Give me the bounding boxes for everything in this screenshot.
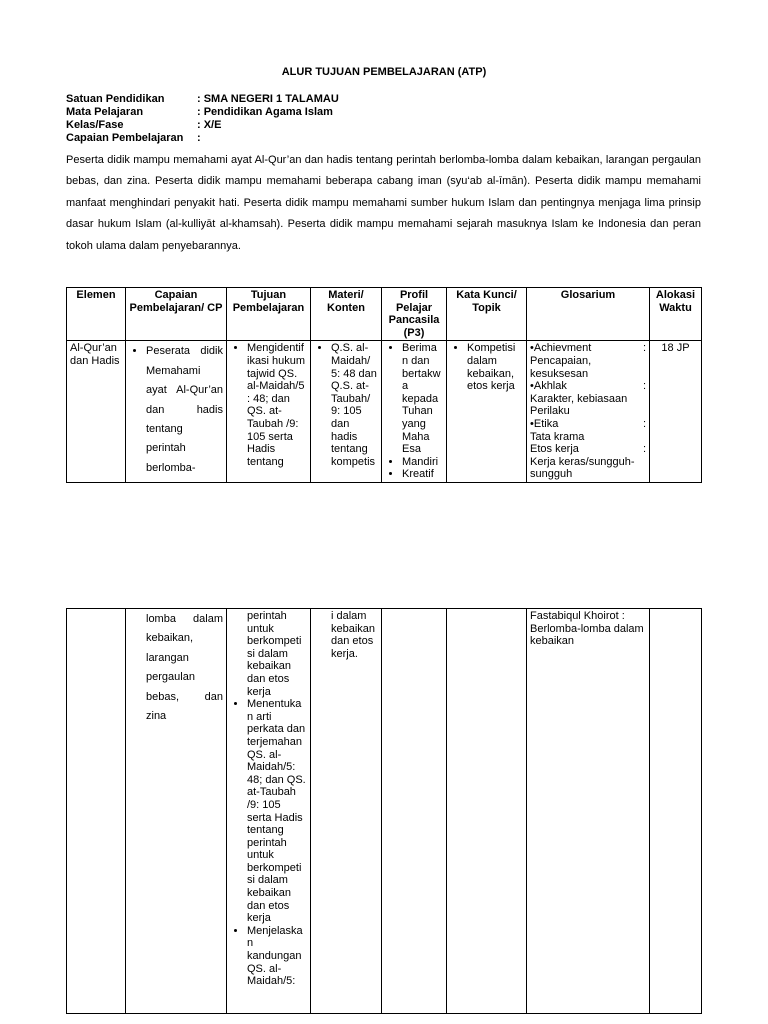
identity-block (66, 93, 339, 145)
header-materi: Materi/ Konten (311, 288, 382, 341)
cp-continued: lomba dalam kebaikan, larangan pergaulan bebas, dan zina (146, 613, 223, 723)
info-value: : (197, 132, 201, 144)
header-kata-kunci: Kata Kunci/ Topik (447, 288, 527, 341)
atp-table (66, 287, 702, 483)
cell-profil (382, 341, 447, 483)
profil-item: • Mandiri (402, 456, 443, 469)
cell-elemen (67, 609, 126, 1014)
cell-glosarium (527, 341, 650, 483)
glosarium-separator: : (642, 342, 646, 355)
cp-item: • Peserata didik Memahami ayat Al-Qur’an dan hadis tentang perintah berlomba- (146, 342, 223, 478)
glosarium-entry (530, 342, 646, 380)
cell-tp (227, 609, 311, 1014)
info-label: Kelas/Fase (66, 119, 124, 131)
document-title: ALUR TUJUAN PEMBELAJARAN (ATP) (281, 66, 487, 78)
header-cp: Capaian Pembelajaran/ CP (126, 288, 227, 341)
header-profil: Profil Pelajar Pancasila (P3) (382, 288, 447, 341)
glosarium-definition: Karakter, kebiasaan Perilaku (530, 392, 628, 418)
header-elemen: Elemen (67, 288, 126, 341)
tp-item: • Menentuka n arti perkata dan terjemahan QS. al-Maidah/5: 48; dan QS. at-Taubah /9: 105 serta Hadis tentang perintah untuk berkompeti si dalam kebaikan dan etos kerja (247, 698, 307, 925)
cell-elemen: Al-Qur’an dan Hadis (67, 341, 126, 483)
learning-outcome-paragraph: Peserta didik mampu memahami ayat Al-Qur’an dan hadis tentang perintah berlomba-lomba dalam kebaikan, larangan pergaulan bebas, dan zina. Peserta didik mampu memahami beberapa cabang iman (syu‘ab al-īmān). Peserta didik mampu memahami manfaat menghindari penyakit hati. Peserta didik mampu memahami sumber hukum Islam dan pentingnya menjaga lima prinsip dasar hukum Islam (al-kulliyāt al-khamsah). Peserta didik mampu memahami sejarah masuknya Islam ke Indonesia dan peran tokoh ulama dalam penyebarannya. (66, 154, 701, 252)
table-row (67, 341, 702, 483)
table-header-row (67, 288, 702, 341)
table-row (67, 609, 702, 1014)
cell-glosarium: Fastabiqul Khoirot : Berlomba-lomba dalam kebaikan (527, 609, 650, 1014)
glosarium-term: •Achievment (530, 342, 592, 355)
glosarium-definition: Pencapaian, kesuksesan (530, 354, 592, 380)
info-value: : Pendidikan Agama Islam (197, 106, 333, 118)
header-alokasi: Alokasi Waktu (650, 288, 702, 341)
atp-table-continued (66, 608, 702, 1014)
profil-item: • Berima n dan bertakw a kepada Tuhan yang Maha Esa (402, 342, 443, 455)
cell-cp (126, 341, 227, 483)
glosarium-separator: : (642, 380, 646, 393)
info-value: : X/E (197, 119, 222, 131)
cell-cp (126, 609, 227, 1014)
materi-continued: i dalam kebaikan dan etos kerja. (331, 610, 376, 660)
tp-continued: perintah untuk berkompeti si dalam kebaikan dan etos kerja (247, 610, 302, 698)
info-label: Mata Pelajaran (66, 106, 144, 118)
header-tp: Tujuan Pembelajaran (227, 288, 311, 341)
glosarium-entry (530, 418, 646, 443)
cell-kata-kunci (447, 609, 527, 1014)
glosarium-term: Etos kerja (530, 443, 579, 456)
info-row (66, 93, 339, 106)
info-row (66, 132, 339, 145)
profil-item: • Kreatif (402, 468, 443, 481)
glosarium-term: •Akhlak (530, 380, 567, 393)
glosarium-definition: Kerja keras/sungguh-sungguh (530, 455, 635, 481)
materi-item: • Q.S. al-Maidah/ 5: 48 dan Q.S. at-Taubah/ 9: 105 dan hadis tentang kompetis (331, 342, 378, 468)
cell-alokasi (650, 609, 702, 1014)
cell-materi (311, 609, 382, 1014)
tp-item: • Mengidentif ikasi hukum tajwid QS. al-Maidah/5 : 48; dan QS. at-Taubah /9: 105 serta Hadis tentang (247, 342, 307, 468)
tp-item: • Menjelaska n kandungan QS. al-Maidah/5: (247, 925, 307, 988)
cell-materi (311, 341, 382, 483)
info-row (66, 119, 339, 132)
glosarium-separator: : (642, 443, 646, 456)
cell-tp (227, 341, 311, 483)
glosarium-term: •Etika (530, 417, 559, 430)
glosarium-entry (530, 380, 646, 418)
glosarium-definition: Tata krama (530, 430, 585, 443)
info-value: : SMA NEGERI 1 TALAMAU (197, 93, 339, 105)
header-glosarium: Glosarium (527, 288, 650, 341)
info-row (66, 106, 339, 119)
glosarium-separator: : (642, 417, 646, 430)
cell-alokasi: 18 JP (650, 341, 702, 483)
info-label: Capaian Pembelajaran (66, 132, 184, 144)
glosarium-entry (530, 443, 646, 481)
cell-profil (382, 609, 447, 1014)
info-label: Satuan Pendidikan (66, 93, 165, 105)
kata-kunci-item: • Kompetisi dalam kebaikan, etos kerja (467, 342, 523, 392)
cell-kata-kunci (447, 341, 527, 483)
